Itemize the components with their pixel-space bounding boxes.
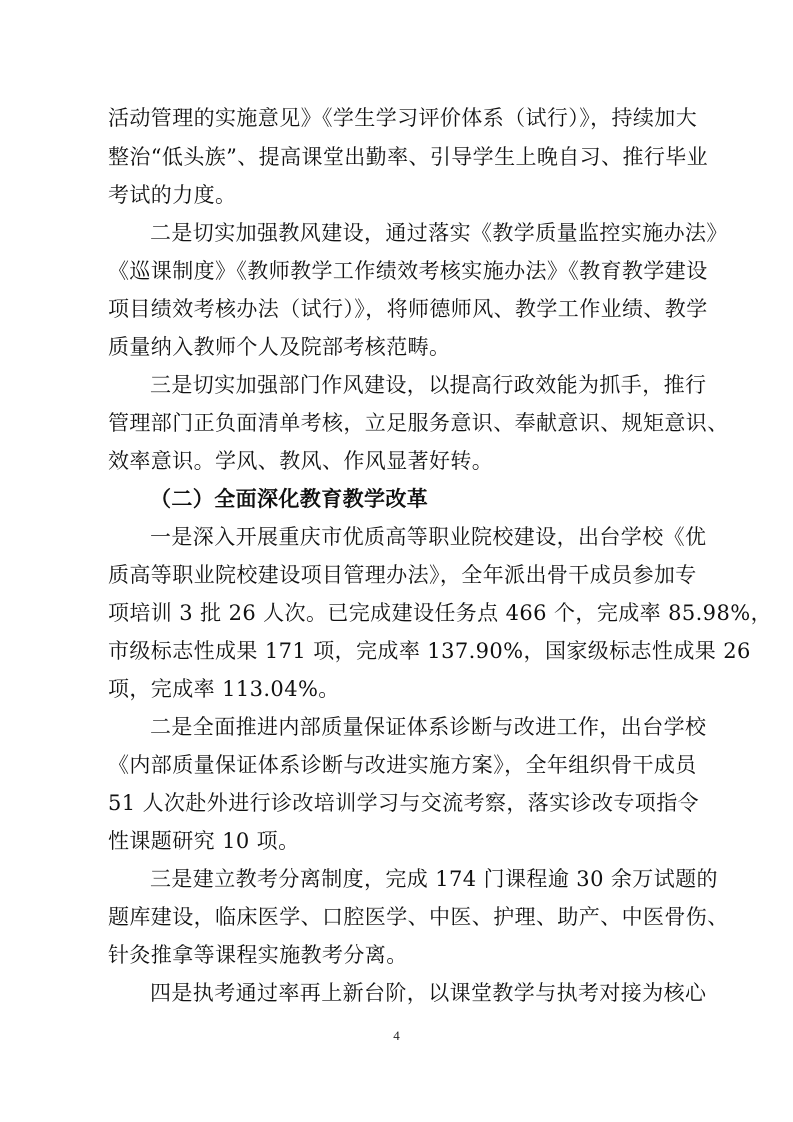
paragraph-line: 考试的力度。 — [108, 183, 237, 207]
paragraph-line: 51 人次赴外进行诊改培训学习与交流考察，落实诊改专项指令 — [108, 791, 699, 815]
paragraph-line: 《巡课制度》《教师教学工作绩效考核实施办法》《教育教学建设 — [108, 259, 708, 283]
paragraph-line: 市级标志性成果 171 项，完成率 137.90%，国家级标志性成果 26 — [108, 639, 751, 663]
paragraph-line: 管理部门正负面清单考核，立足服务意识、奉献意识、规矩意识、 — [108, 411, 729, 435]
paragraph-line: 四是执考通过率再上新台阶，以课堂教学与执考对接为核心 — [150, 981, 707, 1005]
section-heading: （二）全面深化教育教学改革 — [150, 487, 429, 511]
paragraph-line: 项培训 3 批 26 人次。已完成建设任务点 466 个，完成率 85.98%， — [108, 601, 772, 625]
paragraph-line: 项，完成率 113.04%。 — [108, 677, 340, 701]
paragraph-line: 二是全面推进内部质量保证体系诊断与改进工作，出台学校 — [150, 715, 707, 739]
paragraph-line: 性课题研究 10 项。 — [108, 829, 300, 853]
page-number: 4 — [393, 1028, 400, 1043]
paragraph-line: 二是切实加强教风建设，通过落实《教学质量监控实施办法》 — [150, 221, 728, 245]
paragraph-line: 活动管理的实施意见》《学生学习评价体系（试行）》，持续加大 — [108, 106, 698, 130]
paragraph-line: 三是建立教考分离制度，完成 174 门课程逾 30 余万试题的 — [150, 867, 718, 891]
paragraph-line: 整治“低头族”、提高课堂出勤率、引导学生上晚自习、推行毕业 — [108, 145, 709, 169]
paragraph-line: 《内部质量保证体系诊断与改进实施方案》，全年组织骨干成员 — [108, 753, 697, 777]
paragraph-line: 题库建设，临床医学、口腔医学、中医、护理、助产、中医骨伤、 — [108, 905, 729, 929]
paragraph-line: 项目绩效考核办法（试行）》，将师德师风、教学工作业绩、教学 — [108, 297, 708, 321]
paragraph-line: 三是切实加强部门作风建设，以提高行政效能为抓手，推行 — [150, 373, 707, 397]
paragraph-line: 针灸推拿等课程实施教考分离。 — [108, 943, 408, 967]
paragraph-line: 质量纳入教师个人及院部考核范畴。 — [108, 335, 451, 359]
paragraph-line: 效率意识。学风、教风、作风显著好转。 — [108, 449, 494, 473]
paragraph-line: 一是深入开展重庆市优质高等职业院校建设，出台学校《优 — [150, 525, 707, 549]
paragraph-line: 质高等职业院校建设项目管理办法》，全年派出骨干成员参加专 — [108, 563, 697, 587]
